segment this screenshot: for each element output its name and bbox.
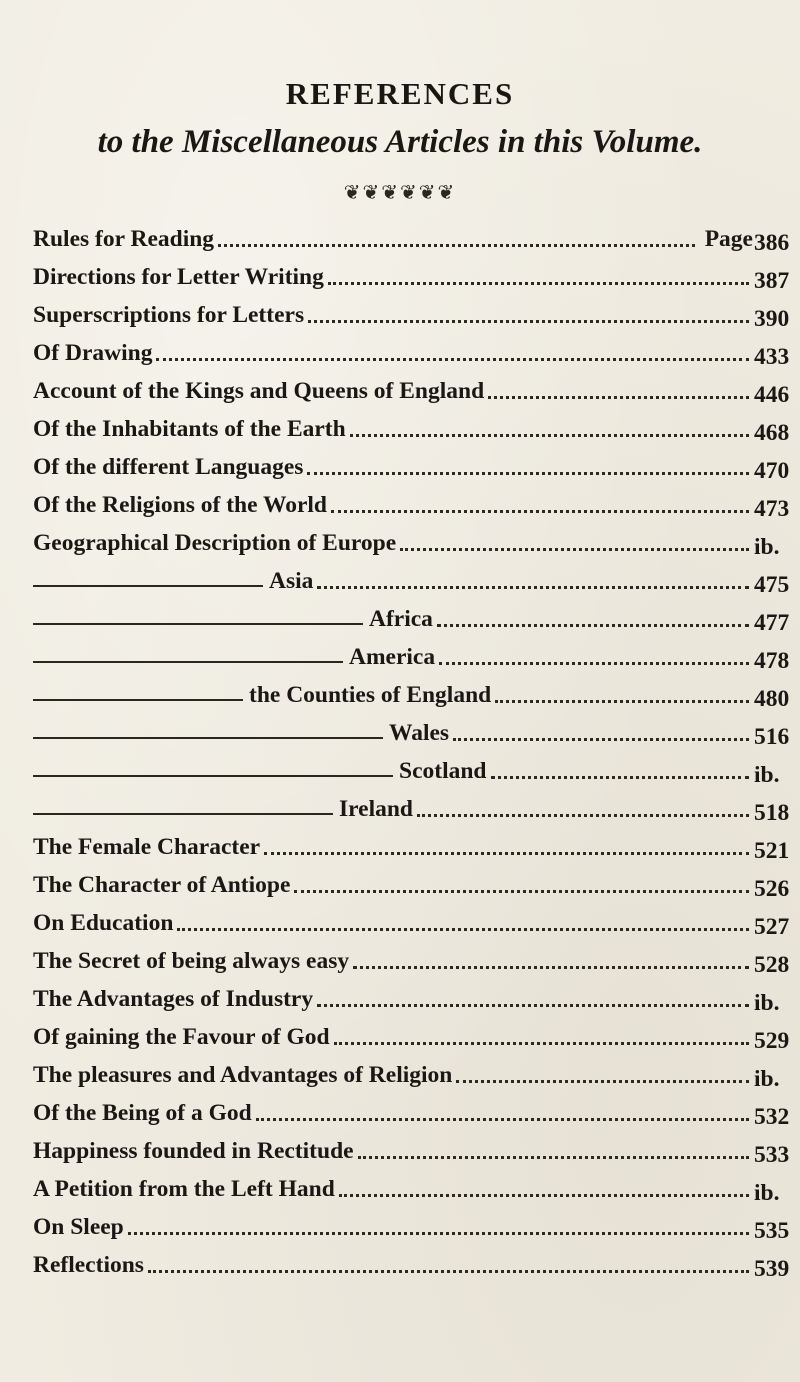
ditto-rule	[33, 661, 343, 663]
entry-page-number: 526	[754, 876, 790, 902]
reference-entry	[33, 872, 753, 906]
entry-page-number: ib.	[754, 1180, 780, 1206]
dot-leader	[307, 472, 749, 475]
entry-page-number: 480	[754, 686, 790, 712]
reference-entry	[33, 1138, 753, 1172]
entry-title: Geographical Description of Europe	[33, 530, 397, 556]
dot-leader	[495, 700, 749, 703]
entry-page-number: ib.	[754, 990, 780, 1016]
entry-page-number: 468	[754, 420, 790, 446]
entry-page-number: 387	[754, 268, 790, 294]
entry-page-number: ib.	[754, 1066, 780, 1092]
reference-entry	[33, 1024, 753, 1058]
entry-title: Africa	[369, 606, 433, 632]
entry-title: Rules for Reading	[33, 226, 215, 252]
entry-title: Of the Being of a God	[33, 1100, 252, 1126]
entry-title: On Sleep	[33, 1214, 124, 1240]
dot-leader	[417, 814, 749, 817]
entry-page-number: 528	[754, 952, 790, 978]
reference-entry	[33, 378, 753, 412]
ditto-rule	[33, 585, 263, 587]
ditto-rule	[33, 813, 333, 815]
dot-leader	[177, 928, 749, 931]
entry-page-number: 470	[754, 458, 790, 484]
dot-leader	[218, 244, 695, 247]
dot-leader	[456, 1080, 749, 1083]
entry-page-number: 521	[754, 838, 790, 864]
reference-entry	[33, 264, 753, 298]
dot-leader	[358, 1156, 749, 1159]
entry-page-number: 477	[754, 610, 790, 636]
reference-entry	[33, 948, 753, 982]
entry-title: The Advantages of Industry	[33, 986, 314, 1012]
reference-entry	[33, 758, 753, 792]
reference-entry	[33, 910, 753, 944]
reference-entry	[33, 606, 753, 640]
entry-page-number: 390	[754, 306, 790, 332]
ditto-rule	[33, 775, 393, 777]
reference-entry	[33, 1062, 753, 1096]
entry-title: Account of the Kings and Queens of England	[33, 378, 485, 404]
reference-entry	[33, 340, 753, 374]
page-subheading: to the Miscellaneous Articles in this Volume.	[97, 124, 703, 160]
entry-page-number: 518	[754, 800, 790, 826]
dot-leader	[453, 738, 749, 741]
ditto-rule	[33, 623, 363, 625]
entry-title: Asia	[269, 568, 314, 594]
reference-entry	[33, 1176, 753, 1210]
entry-page-number: 478	[754, 648, 790, 674]
reference-entry	[33, 834, 753, 868]
entry-title: The Female Character	[33, 834, 261, 860]
dot-leader	[400, 548, 749, 551]
entry-page-number: 539	[754, 1256, 790, 1282]
ornament-divider: ❦❦❦❦❦❦	[343, 180, 457, 204]
entry-page-number: ib.	[754, 534, 780, 560]
entry-title: Ireland	[339, 796, 413, 822]
entry-title: Directions for Letter Writing	[33, 264, 324, 290]
reference-entry	[33, 454, 753, 488]
entry-page-number: 473	[754, 496, 790, 522]
dot-leader	[264, 852, 749, 855]
entry-title: The Secret of being always easy	[33, 948, 350, 974]
reference-entry	[33, 1252, 753, 1286]
dot-leader	[491, 776, 750, 779]
entry-page-number: 446	[754, 382, 790, 408]
dot-leader	[331, 510, 749, 513]
page-heading: REFERENCES	[285, 76, 515, 111]
entry-page-tag: Page	[704, 226, 753, 252]
entry-title: the Counties of England	[249, 682, 492, 708]
entry-page-number: 529	[754, 1028, 790, 1054]
dot-leader	[308, 320, 749, 323]
entry-title: Of the Inhabitants of the Earth	[33, 416, 346, 442]
entry-title: Superscriptions for Letters	[33, 302, 305, 328]
reference-entry	[33, 1100, 753, 1134]
entry-title: Of Drawing	[33, 340, 153, 366]
dot-leader	[156, 358, 749, 361]
entry-page-number: 433	[754, 344, 790, 370]
dot-leader	[488, 396, 749, 399]
reference-entry	[33, 568, 753, 602]
dot-leader	[334, 1042, 749, 1045]
ditto-rule	[33, 699, 243, 701]
dot-leader	[439, 662, 749, 665]
reference-entry	[33, 720, 753, 754]
ditto-rule	[33, 737, 383, 739]
entry-title: Of the different Languages	[33, 454, 304, 480]
reference-entry	[33, 416, 753, 450]
reference-entry	[33, 226, 753, 260]
reference-entry	[33, 796, 753, 830]
entry-title: Reflections	[33, 1252, 144, 1278]
dot-leader	[317, 586, 749, 589]
reference-entry	[33, 644, 753, 678]
entry-title: Of the Religions of the World	[33, 492, 327, 518]
entry-page-number: 527	[754, 914, 790, 940]
dot-leader	[437, 624, 749, 627]
reference-entry	[33, 1214, 753, 1248]
entry-page-number: 516	[754, 724, 790, 750]
entry-title: Happiness founded in Rectitude	[33, 1138, 354, 1164]
dot-leader	[353, 966, 749, 969]
dot-leader	[294, 890, 749, 893]
reference-entry	[33, 682, 753, 716]
reference-entry	[33, 302, 753, 336]
entry-title: Scotland	[399, 758, 487, 784]
dot-leader	[328, 282, 749, 285]
dot-leader	[128, 1232, 749, 1235]
reference-entry	[33, 986, 753, 1020]
entry-title: Of gaining the Favour of God	[33, 1024, 330, 1050]
entry-title: America	[349, 644, 436, 670]
reference-entry	[33, 530, 753, 564]
entry-title: The pleasures and Advantages of Religion	[33, 1062, 453, 1088]
entry-page-number: 533	[754, 1142, 790, 1168]
reference-entry	[33, 492, 753, 526]
dot-leader	[350, 434, 749, 437]
dot-leader	[256, 1118, 749, 1121]
entry-page-number: 386	[754, 230, 790, 256]
entry-page-number: ib.	[754, 762, 780, 788]
entry-page-number: 535	[754, 1218, 790, 1244]
entry-title: The Character of Antiope	[33, 872, 291, 898]
entry-page-number: 532	[754, 1104, 790, 1130]
entry-title: On Education	[33, 910, 174, 936]
entry-page-number: 475	[754, 572, 790, 598]
dot-leader	[317, 1004, 749, 1007]
dot-leader	[339, 1194, 749, 1197]
entry-title: Wales	[389, 720, 450, 746]
dot-leader	[148, 1270, 749, 1273]
entry-title: A Petition from the Left Hand	[33, 1176, 335, 1202]
